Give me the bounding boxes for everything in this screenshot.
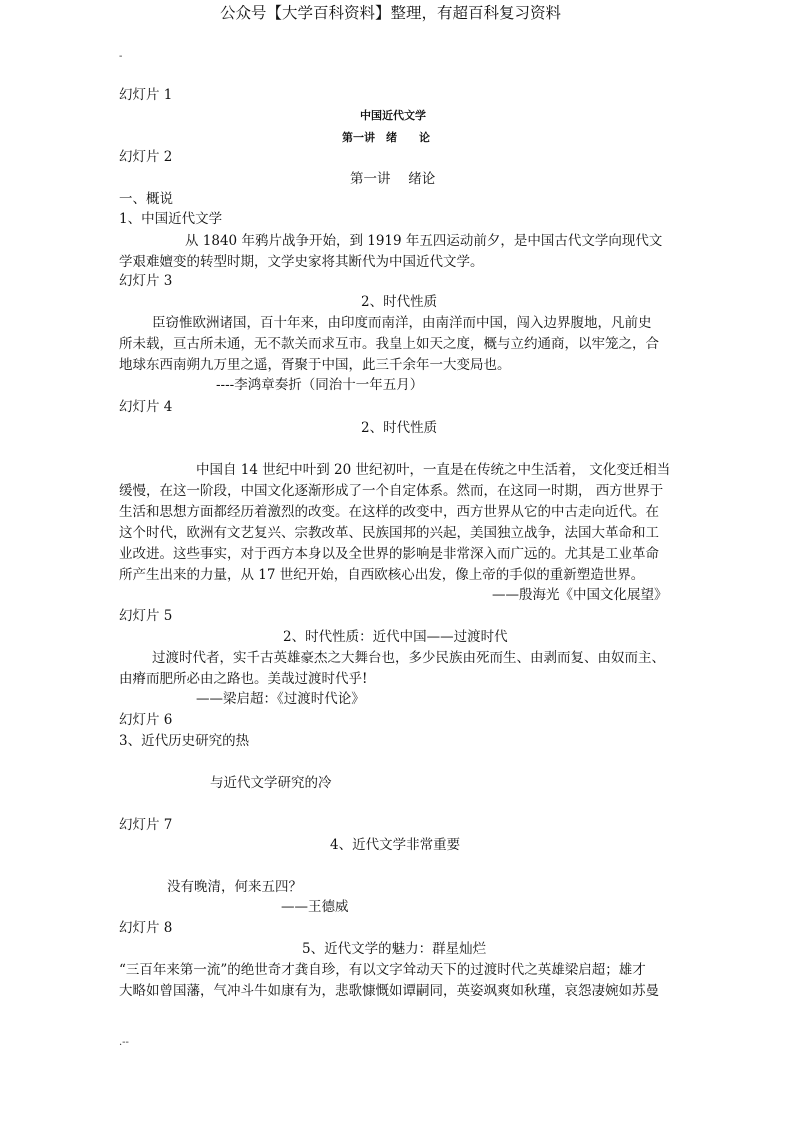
slide-3-source: ----李鸿章奏折（同治十一年五月）	[216, 377, 424, 393]
slide-5-para-line: 由瘠而肥所必由之路也。美哉过渡时代乎!	[119, 671, 368, 687]
slide-7-source: ——王德威	[281, 899, 349, 915]
slide-4-para-line: 中国自 14 世纪中叶到 20 世纪初叶，一直是在传统之中生活着， 文化变迁相当	[196, 462, 671, 478]
slide-6-line: 与近代文学研究的冷	[210, 775, 332, 791]
slide-2-para-line: 学艰难嬗变的转型时期，文学史家将其断代为中国近代文学。	[119, 254, 484, 270]
slide-4-para-line: 业改进。这些事实，对于西方本身以及全世界的影响是非常深入而广远的。尤其是工业革命	[119, 546, 659, 562]
slide-4-para-line: 这个时代，欧洲有文艺复兴、宗教改革、民族国邦的兴起，美国独立战争，法国大革命和工	[119, 525, 659, 541]
slide-8-label: 幻灯片 8	[119, 920, 173, 936]
slide-1-title: 中国近代文学	[360, 109, 426, 122]
slide-4-para-line: 生活和思想方面都经历着激烈的改变。在这样的改变中，西方世界从它的中古走向近代。在	[119, 504, 659, 520]
slide-2-para-line: 从 1840 年鸦片战争开始，到 1919 年五四运动前夕，是中国古代文学向现代文	[185, 233, 663, 249]
slide-5-para-line: 过渡时代者，实千古英雄豪杰之大舞台也，多少民族由死而生、由剥而复、由奴而主、	[152, 650, 665, 666]
slide-7-label: 幻灯片 7	[119, 817, 173, 833]
slide-8-para-line: 大略如曾国藩，气冲斗牛如康有为，悲歌慷慨如谭嗣同，英姿飒爽如秋瑾，哀怨凄婉如苏曼	[119, 983, 659, 999]
slide-6-label: 幻灯片 6	[119, 712, 173, 728]
slide-3-heading: 2、时代性质	[361, 294, 438, 310]
bottom-mark: .--	[119, 1037, 129, 1048]
slide-2-subsection: 1、中国近代文学	[119, 211, 223, 227]
slide-2-label: 幻灯片 2	[119, 149, 173, 165]
page-header: 公众号【大学百科资料】整理，有超百科复习资料	[220, 4, 562, 22]
slide-1-subtitle: 第一讲 绪 论	[342, 131, 430, 144]
slide-3-label: 幻灯片 3	[119, 273, 173, 289]
slide-4-para-line: 所产生出来的力量，从 17 世纪开始，自西欧核心出发，像上帝的手似的重新塑造世界。	[119, 567, 645, 583]
slide-4-heading: 2、时代性质	[361, 420, 438, 436]
slide-7-line: 没有晚清，何来五四？	[167, 879, 302, 895]
slide-3-quote-line: 臣窃惟欧洲诸国，百十年来，由印度而南洋，由南洋而中国，闯入边界腹地，凡前史	[152, 315, 652, 331]
slide-5-source: ——梁启超：《过渡时代论》	[196, 691, 365, 707]
slide-4-para-line: 缓慢，在这一阶段，中国文化逐渐形成了一个自定体系。然而，在这同一时期， 西方世界于	[119, 483, 664, 499]
slide-5-heading: 2、时代性质：近代中国——过渡时代	[283, 629, 508, 645]
slide-8-para-line: “三百年来第一流”的绝世奇才龚自珍，有以文字耸动天下的过渡时代之英雄梁启超；雄才	[119, 962, 646, 978]
slide-3-quote-line: 所未载，亘古所未通，无不款关而求互市。我皇上如天之度，概与立约通商，以牢笼之，合	[119, 336, 659, 352]
top-mark: -	[119, 51, 123, 62]
slide-3-quote-line: 地球东西南朔九万里之遥，胥聚于中国，此三千余年一大变局也。	[119, 357, 511, 373]
slide-8-heading: 5、近代文学的魅力：群星灿烂	[302, 941, 487, 957]
slide-5-label: 幻灯片 5	[119, 608, 173, 624]
slide-7-heading: 4、近代文学非常重要	[330, 837, 461, 853]
slide-1-label: 幻灯片 1	[119, 87, 173, 103]
slide-2-heading: 第一讲 绪论	[350, 171, 436, 187]
slide-6-line: 3、近代历史研究的热	[119, 733, 250, 749]
slide-2-section: 一、概说	[119, 191, 173, 207]
slide-4-label: 幻灯片 4	[119, 399, 173, 415]
slide-4-source: ——殷海光《中国文化展望》	[492, 587, 668, 603]
